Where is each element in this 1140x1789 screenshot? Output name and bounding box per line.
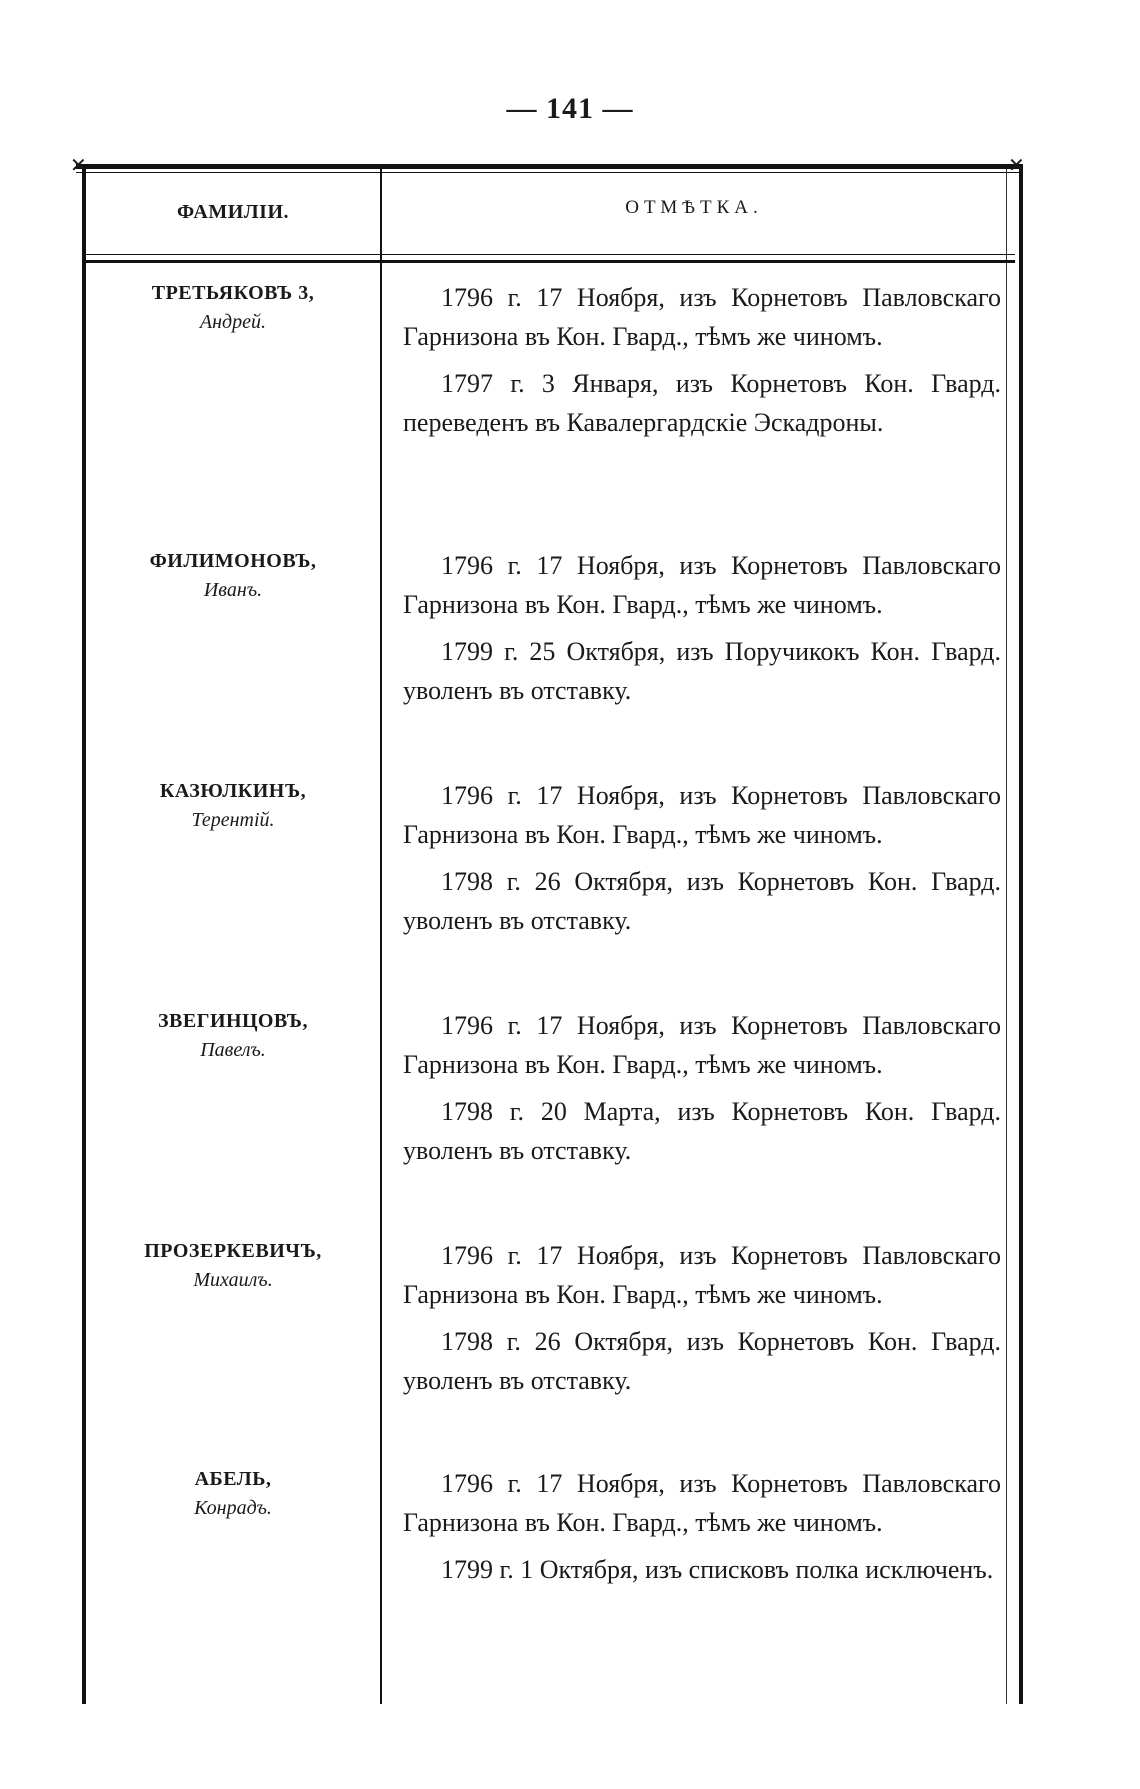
remark-cell	[403, 546, 1001, 718]
name-cell	[88, 546, 378, 604]
corner-ornament-left: ✕	[70, 155, 87, 177]
header-rule-double	[82, 260, 1015, 263]
given-name: Конрадъ.	[194, 1497, 272, 1519]
remark-paragraph: 1796 г. 17 Ноября, изъ Корнетовъ Павловскаго Гарнизона въ Кон. Гвард., тѣмъ же чиномъ.	[403, 1011, 1001, 1079]
given-name: Терентій.	[191, 809, 275, 831]
remark-paragraph: 1796 г. 17 Ноября, изъ Корнетовъ Павловскаго Гарнизона въ Кон. Гвард., тѣмъ же чиномъ.	[403, 283, 1001, 351]
surname: ЗВЕГИНЦОВЪ,	[157, 1010, 308, 1032]
name-cell	[88, 776, 378, 834]
top-rule	[76, 164, 1021, 169]
remark-paragraph: 1798 г. 26 Октября, изъ Корнетовъ Кон. Гвард. уволенъ въ отставку.	[403, 1327, 1001, 1395]
remark-paragraph: 1796 г. 17 Ноября, изъ Корнетовъ Павловскаго Гарнизона въ Кон. Гвард., тѣмъ же чиномъ.	[403, 1241, 1001, 1309]
name-cell	[88, 1464, 378, 1522]
given-name: Михаилъ.	[193, 1269, 273, 1291]
given-name: Павелъ.	[200, 1039, 266, 1061]
remark-cell	[403, 278, 1001, 450]
remark-cell	[403, 776, 1001, 948]
surname: АБЕЛЬ,	[194, 1468, 272, 1490]
page-number: — 141 —	[506, 92, 634, 125]
remark-paragraph: 1796 г. 17 Ноября, изъ Корнетовъ Павловскаго Гарнизона въ Кон. Гвард., тѣмъ же чиномъ.	[403, 1469, 1001, 1537]
remark-cell	[403, 1464, 1001, 1597]
remark-paragraph: 1798 г. 26 Октября, изъ Корнетовъ Кон. Гвард. уволенъ въ отставку.	[403, 867, 1001, 935]
corner-ornament-right: ✕	[1008, 155, 1025, 177]
header-remark: ОТМѢТКА.	[625, 197, 763, 218]
header-rule	[82, 254, 1015, 255]
inner-right-rule	[1006, 169, 1007, 1704]
surname: ПРОЗЕРКЕВИЧЪ,	[144, 1240, 322, 1262]
remark-paragraph: 1796 г. 17 Ноября, изъ Корнетовъ Павловскаго Гарнизона въ Кон. Гвард., тѣмъ же чиномъ.	[403, 551, 1001, 619]
given-name: Андрей.	[199, 311, 267, 333]
name-cell	[88, 1236, 378, 1294]
remark-paragraph: 1796 г. 17 Ноября, изъ Корнетовъ Павловскаго Гарнизона въ Кон. Гвард., тѣмъ же чиномъ.	[403, 781, 1001, 849]
remark-paragraph: 1798 г. 20 Марта, изъ Корнетовъ Кон. Гвард. уволенъ въ отставку.	[403, 1097, 1001, 1165]
remark-paragraph: 1799 г. 25 Октября, изъ Поручикокъ Кон. Гвард. уволенъ въ отставку.	[403, 637, 1001, 705]
surname: КАЗЮЛКИНЪ,	[159, 780, 307, 802]
surname: ФИЛИМОНОВЪ,	[149, 550, 317, 572]
remark-cell	[403, 1236, 1001, 1408]
top-rule-thin	[76, 172, 1021, 173]
name-cell	[88, 1006, 378, 1064]
remark-paragraph: 1797 г. 3 Января, изъ Корнетовъ Кон. Гвард. переведенъ въ Кавалергардскіе Эскадроны.	[403, 369, 1001, 437]
header-surname: ФАМИЛІИ.	[176, 201, 290, 223]
remark-cell	[403, 1006, 1001, 1178]
remark-paragraph: 1799 г. 1 Октября, изъ списковъ полка исключенъ.	[441, 1555, 994, 1584]
name-cell	[88, 278, 378, 336]
column-divider	[380, 169, 382, 1704]
surname: ТРЕТЬЯКОВЪ 3,	[151, 282, 315, 304]
given-name: Иванъ.	[203, 579, 263, 601]
